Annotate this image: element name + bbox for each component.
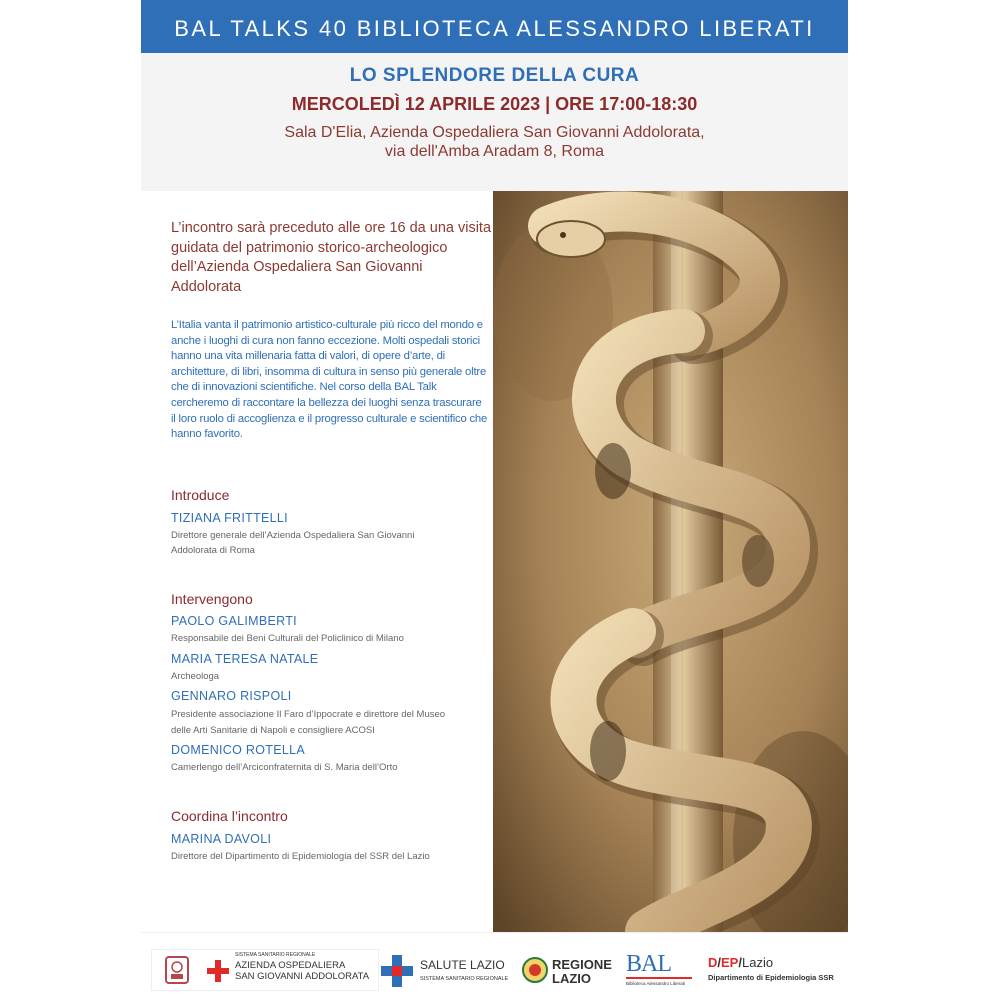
program-column bbox=[141, 191, 493, 932]
speakers-label: Intervengono bbox=[171, 591, 253, 607]
ssr-small-text: SISTEMA SANITARIO REGIONALE bbox=[235, 952, 316, 958]
event-venue-line1: Sala D'Elia, Azienda Ospedaliera San Giovanni Addolorata, bbox=[284, 124, 705, 141]
dep-lazio-logo: D/EP/Lazio bbox=[708, 955, 774, 970]
salute-lazio-title: SALUTE LAZIO bbox=[420, 958, 505, 972]
regione-lazio-line2: LAZIO bbox=[552, 971, 591, 986]
banner-title: BAL TALKS 40 BIBLIOTECA ALESSANDRO LIBERATI bbox=[141, 0, 848, 53]
asga-line2: SAN GIOVANNI ADDOLORATA bbox=[235, 971, 370, 982]
dep-logo-d: D bbox=[708, 955, 718, 970]
event-venue-line2: via dell'Amba Aradam 8, Roma bbox=[384, 143, 605, 160]
event-header bbox=[141, 53, 848, 191]
moderator-role: Direttore del Dipartimento di Epidemiologia del SSR del Lazio bbox=[171, 851, 430, 862]
red-cross-icon bbox=[207, 960, 229, 982]
introducer-role-line1: Direttore generale dell’Azienda Ospedaliera San Giovanni bbox=[171, 530, 415, 541]
salute-lazio-sub: SISTEMA SANITARIO REGIONALE bbox=[420, 976, 509, 982]
coat-of-arms-icon bbox=[163, 955, 191, 985]
asclepius-rod-relief-image bbox=[493, 191, 848, 932]
moderator-label: Coordina l’incontro bbox=[171, 808, 288, 824]
regione-lazio-emblem-icon bbox=[522, 957, 548, 983]
speaker-role: Presidente associazione Il Faro d’Ippocrate e direttore del Museo bbox=[171, 709, 446, 720]
poster bbox=[141, 0, 848, 1000]
dep-logo-ep: EP bbox=[721, 955, 739, 970]
bal-logo-mark: BAL bbox=[626, 951, 671, 977]
moderator-name: MARINA DAVOLI bbox=[171, 832, 272, 846]
introduce-label: Introduce bbox=[171, 487, 230, 503]
dep-logo-lazio: Lazio bbox=[741, 955, 774, 970]
logo-footer bbox=[141, 932, 848, 1000]
regione-lazio-line1: REGIONE bbox=[552, 957, 612, 972]
speaker-name: DOMENICO ROTELLA bbox=[171, 743, 305, 757]
speaker-role: Archeologa bbox=[171, 671, 220, 682]
speaker-role: Responsabile dei Beni Culturali del Policlinico di Milano bbox=[171, 633, 404, 644]
dep-logo-caption: Dipartimento di Epidemiologia SSR bbox=[708, 973, 834, 982]
rod-of-asclepius-icon bbox=[493, 191, 848, 932]
event-title: LO SPLENDORE DELLA CURA bbox=[349, 65, 640, 86]
asga-line1: AZIENDA OSPEDALIERA bbox=[235, 960, 346, 971]
speaker-role: Camerlengo dell’Arciconfraternita di S. Maria dell’Orto bbox=[171, 762, 398, 773]
speaker-name: MARIA TERESA NATALE bbox=[171, 652, 319, 666]
speaker-role-line2: delle Arti Sanitarie di Napoli e consigliere ACOSI bbox=[171, 725, 375, 736]
speaker-name: GENNARO RISPOLI bbox=[171, 689, 292, 703]
intro-text: L’incontro sarà preceduto alle ore 16 da una visita guidata del patrimonio storico-archeologico dell’Azienda Ospedaliera San Giovanni Addolorata bbox=[171, 220, 492, 295]
bal-logo-caption: Biblioteca Alessandro Liberati bbox=[626, 981, 686, 986]
introducer-role-line2: Addolorata di Roma bbox=[171, 545, 255, 556]
salute-lazio-cross-icon bbox=[381, 955, 413, 987]
introducer-name: TIZIANA FRITTELLI bbox=[171, 511, 288, 525]
description-text: L’Italia vanta il patrimonio artistico-culturale più ricco del mondo e anche i luoghi di cura non fanno eccezione. Molti ospedali storici hanno una vita millenaria fatta di valori, di opere d’arte, di architetture, di libri, insomma di cultura in senso più generale oltre che di innovazioni scientifiche. Nel corso della BAL Talk cercheremo di raccontare la bellezza dei luoghi senza trascurare il loro ruolo di accoglienza e il progresso culturale e scientifico che hanno favorito. bbox=[171, 319, 488, 441]
event-date: MERCOLEDÌ 12 APRILE 2023 | ORE 17:00-18:30 bbox=[291, 94, 698, 114]
speaker-name: PAOLO GALIMBERTI bbox=[171, 614, 297, 628]
bal-logo-underline bbox=[626, 977, 692, 979]
